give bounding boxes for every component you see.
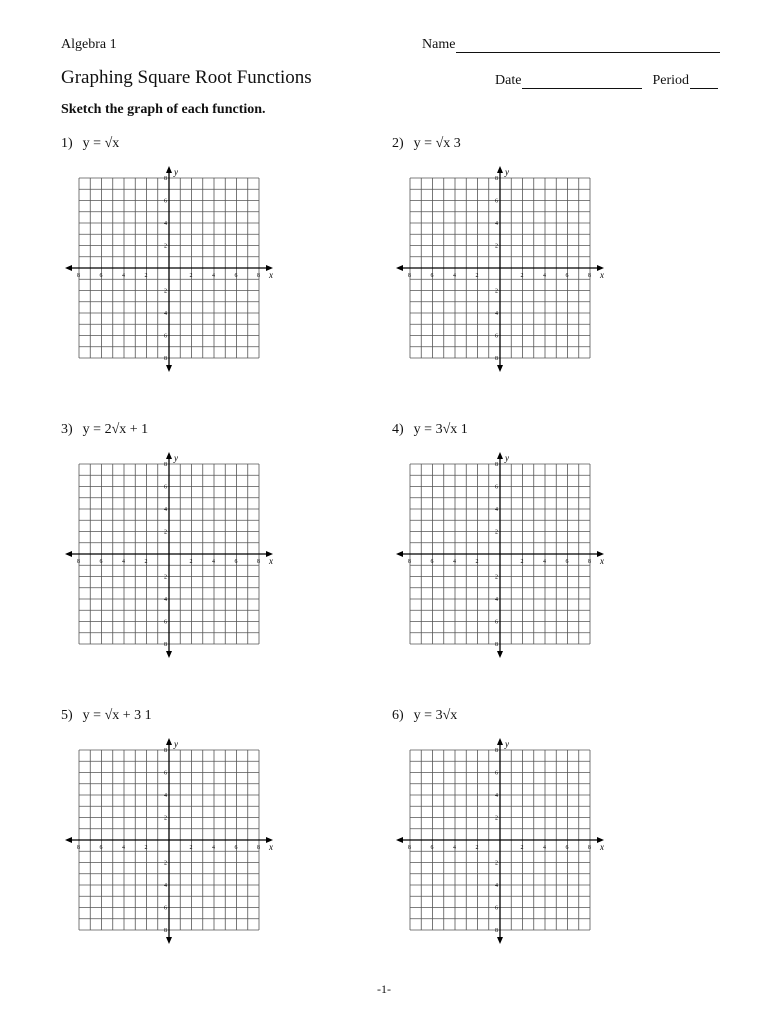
y-tick-label: 8: [164, 356, 167, 362]
y-tick-label: 6: [495, 198, 498, 205]
y-tick-label: 2: [495, 815, 498, 822]
y-tick-label: 8: [495, 748, 498, 754]
x-tick-label: 4: [212, 845, 215, 851]
x-tick-label: 8: [77, 559, 80, 565]
problem-equation: y = √x: [82, 136, 120, 151]
x-tick-label: 2: [475, 845, 479, 851]
x-axis-label: x: [269, 842, 273, 852]
y-tick-label: 8: [495, 356, 498, 362]
coordinate-grid-2[interactable]: [393, 163, 607, 379]
y-tick-label: 4: [164, 597, 167, 603]
date-label: Date: [495, 73, 522, 88]
x-tick-label: 4: [543, 273, 546, 279]
problem-equation: y = 2√x + 1: [82, 422, 149, 437]
y-axis-label: y: [505, 167, 509, 177]
name-blank[interactable]: [456, 38, 720, 53]
x-axis-label: x: [600, 842, 604, 852]
y-tick-label: 2: [164, 574, 167, 581]
x-tick-label: 2: [144, 559, 148, 565]
y-axis-arrow-up: [166, 738, 172, 745]
x-axis-arrow-left: [65, 837, 72, 843]
x-tick-label: 4: [543, 559, 546, 565]
x-tick-label: 4: [212, 273, 215, 279]
y-tick-label: 6: [164, 333, 167, 340]
y-axis-arrow-up: [497, 738, 503, 745]
problem-number: 4): [392, 422, 404, 437]
y-tick-label: 4: [164, 507, 167, 513]
x-tick-label: 6: [430, 559, 434, 565]
problem-equation: y = √x 3: [413, 136, 461, 151]
y-tick-label: 4: [164, 793, 167, 799]
problem-1: [61, 136, 119, 152]
x-tick-label: 4: [212, 559, 215, 565]
course-name: Algebra 1: [61, 37, 117, 52]
y-axis-label: y: [174, 739, 178, 749]
x-tick-label: 8: [588, 845, 591, 851]
y-tick-label: 4: [495, 311, 498, 317]
coordinate-grid-4[interactable]: [393, 449, 607, 665]
x-tick-label: 6: [99, 559, 103, 565]
x-axis-label: x: [600, 270, 604, 280]
x-tick-label: 8: [588, 559, 591, 565]
y-tick-label: 8: [495, 642, 498, 648]
x-axis-label: x: [269, 270, 273, 280]
x-tick-label: 2: [520, 273, 524, 279]
y-tick-label: 4: [495, 221, 498, 227]
y-tick-label: 4: [164, 311, 167, 317]
y-axis-arrow-down: [497, 651, 503, 658]
x-tick-label: 6: [234, 559, 238, 565]
y-tick-label: 4: [164, 221, 167, 227]
x-axis-arrow-left: [396, 265, 403, 271]
y-tick-label: 8: [164, 928, 167, 934]
problem-4: [392, 422, 468, 438]
x-axis-arrow-left: [65, 265, 72, 271]
x-tick-label: 2: [189, 559, 193, 565]
x-tick-label: 6: [565, 559, 569, 565]
y-tick-label: 8: [495, 462, 498, 468]
y-tick-label: 6: [495, 770, 498, 777]
y-tick-label: 6: [495, 619, 498, 626]
x-tick-label: 4: [453, 273, 456, 279]
y-tick-label: 4: [164, 883, 167, 889]
x-tick-label: 4: [122, 845, 125, 851]
x-tick-label: 8: [77, 273, 80, 279]
y-tick-label: 2: [164, 243, 167, 250]
y-axis-label: y: [174, 167, 178, 177]
problem-3: [61, 422, 148, 438]
x-tick-label: 2: [475, 559, 479, 565]
problem-equation: y = 3√x: [413, 708, 458, 723]
y-tick-label: 4: [495, 883, 498, 889]
problem-number: 6): [392, 708, 404, 723]
y-tick-label: 6: [164, 198, 167, 205]
y-tick-label: 6: [164, 770, 167, 777]
x-tick-label: 8: [257, 559, 260, 565]
problem-equation: y = √x + 3 1: [82, 708, 152, 723]
worksheet-title: Graphing Square Root Functions: [61, 67, 312, 88]
x-tick-label: 6: [99, 273, 103, 279]
y-tick-label: 4: [495, 507, 498, 513]
y-tick-label: 6: [164, 619, 167, 626]
y-tick-label: 8: [164, 748, 167, 754]
x-tick-label: 6: [99, 845, 103, 851]
x-tick-label: 6: [234, 845, 238, 851]
y-tick-label: 2: [495, 574, 498, 581]
y-tick-label: 6: [495, 484, 498, 491]
x-tick-label: 2: [144, 845, 148, 851]
x-tick-label: 6: [565, 273, 569, 279]
problem-number: 3): [61, 422, 73, 437]
x-axis-label: x: [600, 556, 604, 566]
x-tick-label: 2: [520, 845, 524, 851]
y-tick-label: 2: [495, 529, 498, 536]
instructions: Sketch the graph of each function.: [61, 102, 266, 117]
y-axis-arrow-up: [497, 452, 503, 459]
y-axis-label: y: [174, 453, 178, 463]
name-label: Name: [422, 37, 456, 52]
x-tick-label: 8: [257, 273, 260, 279]
y-tick-label: 6: [495, 905, 498, 912]
page-number: -1-: [377, 982, 391, 996]
y-tick-label: 2: [164, 860, 167, 867]
y-axis-arrow-down: [166, 937, 172, 944]
x-tick-label: 4: [122, 559, 125, 565]
y-tick-label: 2: [495, 288, 498, 295]
y-tick-label: 2: [164, 815, 167, 822]
problem-2: [392, 136, 461, 152]
y-tick-label: 8: [495, 928, 498, 934]
x-tick-label: 2: [144, 273, 148, 279]
y-tick-label: 2: [164, 529, 167, 536]
y-tick-label: 6: [495, 333, 498, 340]
y-tick-label: 8: [164, 462, 167, 468]
problem-5: [61, 708, 152, 724]
y-tick-label: 2: [495, 243, 498, 250]
y-axis-arrow-down: [497, 937, 503, 944]
x-tick-label: 6: [430, 845, 434, 851]
x-tick-label: 4: [543, 845, 546, 851]
y-tick-label: 2: [164, 288, 167, 295]
problem-6: [392, 708, 457, 724]
date-period-field[interactable]: [495, 73, 718, 89]
x-axis-arrow-left: [396, 551, 403, 557]
x-tick-label: 8: [588, 273, 591, 279]
x-tick-label: 8: [408, 559, 411, 565]
coordinate-grid-1[interactable]: [62, 163, 276, 379]
x-tick-label: 4: [453, 845, 456, 851]
x-axis-arrow-left: [396, 837, 403, 843]
x-tick-label: 6: [430, 273, 434, 279]
y-tick-label: 4: [495, 793, 498, 799]
problem-equation: y = 3√x 1: [413, 422, 468, 437]
x-tick-label: 6: [234, 273, 238, 279]
y-axis-arrow-up: [166, 166, 172, 173]
x-tick-label: 2: [189, 845, 193, 851]
period-blank[interactable]: [690, 74, 718, 89]
x-axis-arrow-left: [65, 551, 72, 557]
y-tick-label: 8: [495, 176, 498, 182]
y-axis-arrow-down: [497, 365, 503, 372]
period-label: Period: [652, 73, 689, 88]
x-tick-label: 6: [565, 845, 569, 851]
problem-number: 2): [392, 136, 404, 151]
y-axis-arrow-down: [166, 651, 172, 658]
x-tick-label: 8: [257, 845, 260, 851]
x-tick-label: 4: [122, 273, 125, 279]
coordinate-grid-5[interactable]: [62, 735, 276, 951]
coordinate-grid-6[interactable]: [393, 735, 607, 951]
y-tick-label: 8: [164, 176, 167, 182]
y-axis-arrow-down: [166, 365, 172, 372]
x-tick-label: 8: [408, 273, 411, 279]
name-field[interactable]: [422, 37, 720, 53]
x-tick-label: 8: [408, 845, 411, 851]
date-blank[interactable]: [522, 74, 642, 89]
y-axis-label: y: [505, 453, 509, 463]
coordinate-grid-3[interactable]: [62, 449, 276, 665]
y-tick-label: 4: [495, 597, 498, 603]
problem-number: 5): [61, 708, 73, 723]
x-tick-label: 8: [77, 845, 80, 851]
x-tick-label: 2: [189, 273, 193, 279]
x-tick-label: 2: [475, 273, 479, 279]
problem-number: 1): [61, 136, 73, 151]
y-tick-label: 8: [164, 642, 167, 648]
y-axis-label: y: [505, 739, 509, 749]
y-axis-arrow-up: [497, 166, 503, 173]
y-tick-label: 2: [495, 860, 498, 867]
y-tick-label: 6: [164, 484, 167, 491]
x-axis-label: x: [269, 556, 273, 566]
x-tick-label: 2: [520, 559, 524, 565]
x-tick-label: 4: [453, 559, 456, 565]
y-tick-label: 6: [164, 905, 167, 912]
y-axis-arrow-up: [166, 452, 172, 459]
